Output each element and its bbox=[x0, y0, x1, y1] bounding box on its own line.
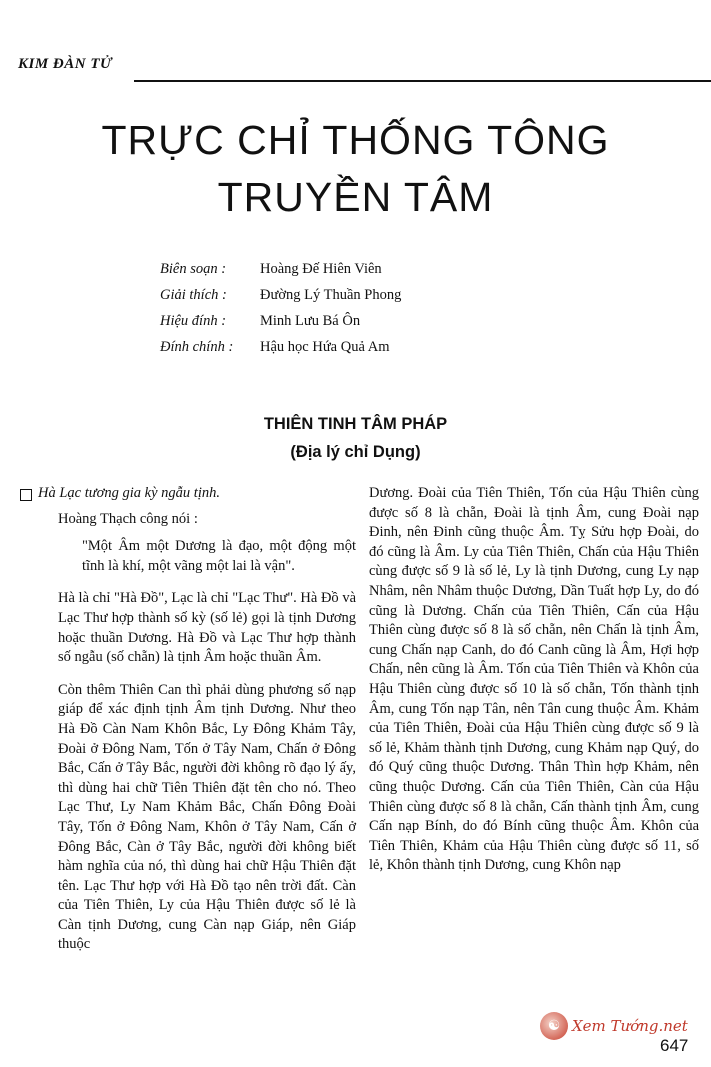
quote: "Một Âm một Dương là đạo, một động một tĩnh là khí, một vãng một lai là vận". bbox=[82, 538, 356, 574]
paragraph: Dương. Đoài của Tiên Thiên, Tốn của Hậu Thiên cùng được số 8 là chẵn, Đoài là tịnh Âm, cung Đoài nạp Đinh, nên Đinh cũng thuộc Âm. Tỵ Sửu hợp Đoài, do đó cũng là Âm. Ly của Tiên Thiên, Chấn của Hậu Thiên cùng được số 9 là số lẻ, Ly là tịnh Dương, cung Ly nạp Nhâm, nên Nhâm thuộc Dương, Dần Tuất hợp Ly, do đó cũng là Dương. Chấn của Tiên Thiên, Cấn của Hậu Thiên cùng được số 8 là số chẵn, nên Chấn là tịnh Âm, cung Chấn nạp Canh, do đó Canh cũng là Âm, Hợi hợp Chấn, nên cũng là Âm. Tốn của Tiên Thiên và Khôn của Hậu Thiên cùng được số 10 là số chẵn, Tốn thành tịnh Âm, cung Tốn nạp Tân, nên Tân cung thuộc Âm. Khảm của Tiên Thiên, Đoài của Hậu Thiên cùng được số 9 là số lẻ, Khảm thành tịnh Dương, cung Khảm nạp Quý, do đó Quý cũng thuộc Dương. Thân Thìn hợp Khảm, nên cũng thuộc Dương. Cấn của Tiên Thiên, Càn của Hậu Thiên cùng được số 8 là chẵn, Cấn thành tịnh Âm, cung Cấn nạp Bính, do đó Bính cũng thuộc Âm. Khôn của Tiên Thiên, Khảm của Hậu Thiên cùng được số 11, số lẻ, Khôn thành tịnh Dương, cung Khôn nạp bbox=[369, 485, 699, 874]
left-column bbox=[38, 484, 356, 968]
credit-label: Đính chính : bbox=[160, 339, 234, 355]
title-line-2: TRUYỀN TÂM bbox=[217, 174, 494, 220]
verse-line bbox=[38, 484, 356, 504]
verse-text: Hà Lạc tương gia kỳ ngẫu tịnh. bbox=[38, 485, 220, 501]
title-line-1: TRỰC CHỈ THỐNG TÔNG bbox=[101, 117, 610, 163]
quote-intro: Hoàng Thạch công nói : bbox=[58, 510, 198, 527]
section-title: THIÊN TINH TÂM PHÁP bbox=[263, 415, 448, 433]
watermark-text: Xem Tướng.net bbox=[572, 1017, 688, 1035]
running-head: KIM ĐÀN TỬ bbox=[18, 56, 113, 72]
right-column bbox=[369, 484, 699, 889]
yin-yang-icon: ☯ bbox=[540, 1012, 568, 1040]
credit-row bbox=[160, 308, 401, 334]
page-title bbox=[0, 112, 711, 226]
section-heading bbox=[0, 410, 711, 466]
credits bbox=[160, 256, 401, 360]
credit-row bbox=[160, 334, 401, 360]
credit-row bbox=[160, 282, 401, 308]
credit-label: Giải thích : bbox=[160, 287, 227, 303]
credit-value: Minh Lưu Bá Ôn bbox=[260, 313, 361, 329]
credit-label: Biên soạn : bbox=[160, 261, 227, 277]
credit-value: Đường Lý Thuần Phong bbox=[260, 287, 402, 303]
paragraph: Hà là chỉ "Hà Đồ", Lạc là chỉ "Lạc Thư". Hà Đồ và Lạc Thư hợp thành số kỳ (số lẻ) gọi là tịnh Dương hoặc thuần Dương. Hà Đồ và Lạc Thư hợp thành số ngẫu (số chẵn) là tịnh Âm hoặc thuần Âm. bbox=[58, 590, 356, 666]
header-rule bbox=[134, 80, 711, 82]
paragraph: Còn thêm Thiên Can thì phải dùng phương số nạp giáp để xác định tịnh Âm tịnh Dương. Như theo Hà Đồ Càn Nam Khôn Bắc, Ly Đông Khảm Tây, Đoài ở Đông Nam, Tốn ở Tây Nam, Chấn ở Đông Bắc, Cấn ở Tây Bắc, người đời không rõ đạo lý ấy, thì dùng hai chữ Tiên Thiên đặt tên cho nó. Theo Lạc Thư, Ly Nam Khảm Bắc, Chấn Đông Đoài Tây, Tốn ở Đông Nam, Khôn ở Tây Nam, Cấn ở Đông Bắc, Càn ở Tây Bắc, người đời không biết hàm nghĩa của nó, thì dùng hai chữ Hậu Thiên đặt tên. Lạc Thư hợp với Hà Đồ tạo nên trời đất. Càn của Tiên Thiên, Ly của Hậu Thiên được số lẻ là Càn tịnh Dương, cung Càn nạp Giáp, nên Giáp thuộc bbox=[58, 681, 356, 953]
credit-row bbox=[160, 256, 401, 282]
page-number: 647 bbox=[660, 1036, 689, 1055]
checkbox-icon bbox=[20, 489, 32, 501]
section-subtitle: (Địa lý chỉ Dụng) bbox=[290, 443, 421, 461]
credit-label: Hiệu đính : bbox=[160, 313, 227, 329]
credit-value: Hậu học Hứa Quả Am bbox=[260, 339, 390, 355]
credit-value: Hoàng Đế Hiên Viên bbox=[260, 261, 382, 277]
